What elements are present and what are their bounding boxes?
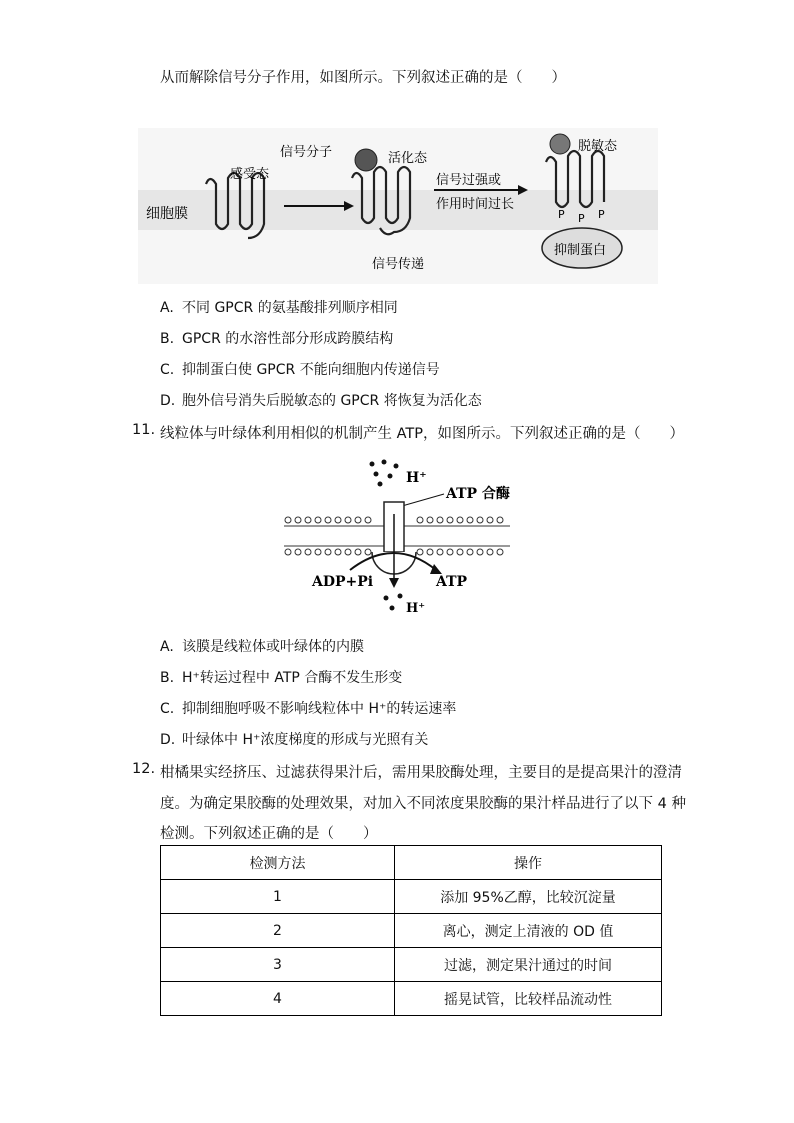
table-row: [161, 982, 662, 1016]
signal-molecule-bound-icon: [550, 134, 570, 154]
h-ions-top: [370, 460, 399, 487]
table-row: [161, 948, 662, 982]
arrow-text-1: 信号过强或: [436, 173, 502, 188]
inhibitor-label: 抑制蛋白: [554, 243, 607, 258]
q10-option-d: D. 胞外信号消失后脱敏态的 GPCR 将恢复为活化态: [160, 393, 482, 409]
h-ion-bottom-label: H⁺: [406, 601, 426, 616]
table-cell-operation: 添加 95%乙醇，比较沉淀量: [395, 880, 662, 914]
table-cell-operation: 摇晃试管，比较样品流动性: [395, 982, 662, 1016]
receptive-label: 感受态: [230, 167, 270, 182]
q11-stem: 线粒体与叶绿体利用相似的机制产生 ATP，如图所示。下列叙述正确的是（ ）: [160, 426, 685, 442]
label-leader: [402, 494, 444, 506]
h-ions-bottom: [384, 594, 403, 611]
q11-option-a: A. 该膜是线粒体或叶绿体的内膜: [160, 639, 364, 655]
table-row: [161, 880, 662, 914]
desensitized-label: 脱敏态: [578, 139, 618, 154]
table-cell-method: 3: [161, 948, 395, 982]
q11-option-c: C. 抑制细胞呼吸不影响线粒体中 H⁺的转运速率: [160, 701, 457, 717]
table-cell-method: 1: [161, 880, 395, 914]
q12-stem-line2: 度。为确定果胶酶的处理效果，对加入不同浓度果胶酶的果汁样品进行了以下 4 种: [160, 796, 686, 812]
table-header-method: 检测方法: [161, 846, 395, 880]
table-cell-method: 2: [161, 914, 395, 948]
h-ion-top-label: H⁺: [406, 470, 427, 486]
arrow-text-2: 作用时间过长: [436, 197, 515, 212]
phosphate-label-2: P: [578, 212, 585, 225]
detection-methods-table: [160, 845, 662, 1016]
intro-line: 从而解除信号分子作用，如图所示。下列叙述正确的是（ ）: [160, 70, 566, 86]
atp-synthase-figure: [280, 458, 516, 618]
q12-stem-line3: 检测。下列叙述正确的是（ ）: [160, 826, 378, 842]
q12-number: 12.: [132, 761, 156, 777]
atp-label: ATP: [436, 574, 468, 590]
adp-label: ADP+Pi: [312, 574, 374, 590]
phosphate-label-1: P: [558, 208, 565, 221]
atp-synthase-label: ATP 合酶: [446, 486, 510, 502]
table-row: [161, 914, 662, 948]
table-header-operation: 操作: [395, 846, 662, 880]
q10-option-c: C. 抑制蛋白使 GPCR 不能向细胞内传递信号: [160, 362, 440, 378]
q11-option-b: B. H⁺转运过程中 ATP 合酶不发生形变: [160, 670, 403, 686]
activated-label: 活化态: [388, 151, 428, 166]
table-cell-operation: 离心，测定上清液的 OD 值: [395, 914, 662, 948]
phosphate-label-3: P: [598, 208, 605, 221]
q10-option-a: A. 不同 GPCR 的氨基酸排列顺序相同: [160, 300, 398, 316]
gpcr-figure: [138, 128, 658, 284]
atp-synthesis-arrowhead: [430, 564, 442, 574]
signal-molecule-label: 信号分子: [280, 145, 333, 160]
table-header-row: [161, 846, 662, 880]
membrane-label: 细胞膜: [146, 206, 188, 222]
q11-number: 11.: [132, 422, 156, 438]
q10-option-b: B. GPCR 的水溶性部分形成跨膜结构: [160, 331, 394, 347]
q11-option-d: D. 叶绿体中 H⁺浓度梯度的形成与光照有关: [160, 732, 429, 748]
q12-stem-line1: 柑橘果实经挤压、过滤获得果汁后，需用果胶酶处理，主要目的是提高果汁的澄清: [160, 765, 682, 781]
table-cell-operation: 过滤，测定果汁通过的时间: [395, 948, 662, 982]
proton-flow-arrowhead: [389, 578, 399, 588]
table-cell-method: 4: [161, 982, 395, 1016]
signal-transduction-label: 信号传递: [372, 257, 425, 272]
signal-molecule-icon: [355, 149, 377, 171]
